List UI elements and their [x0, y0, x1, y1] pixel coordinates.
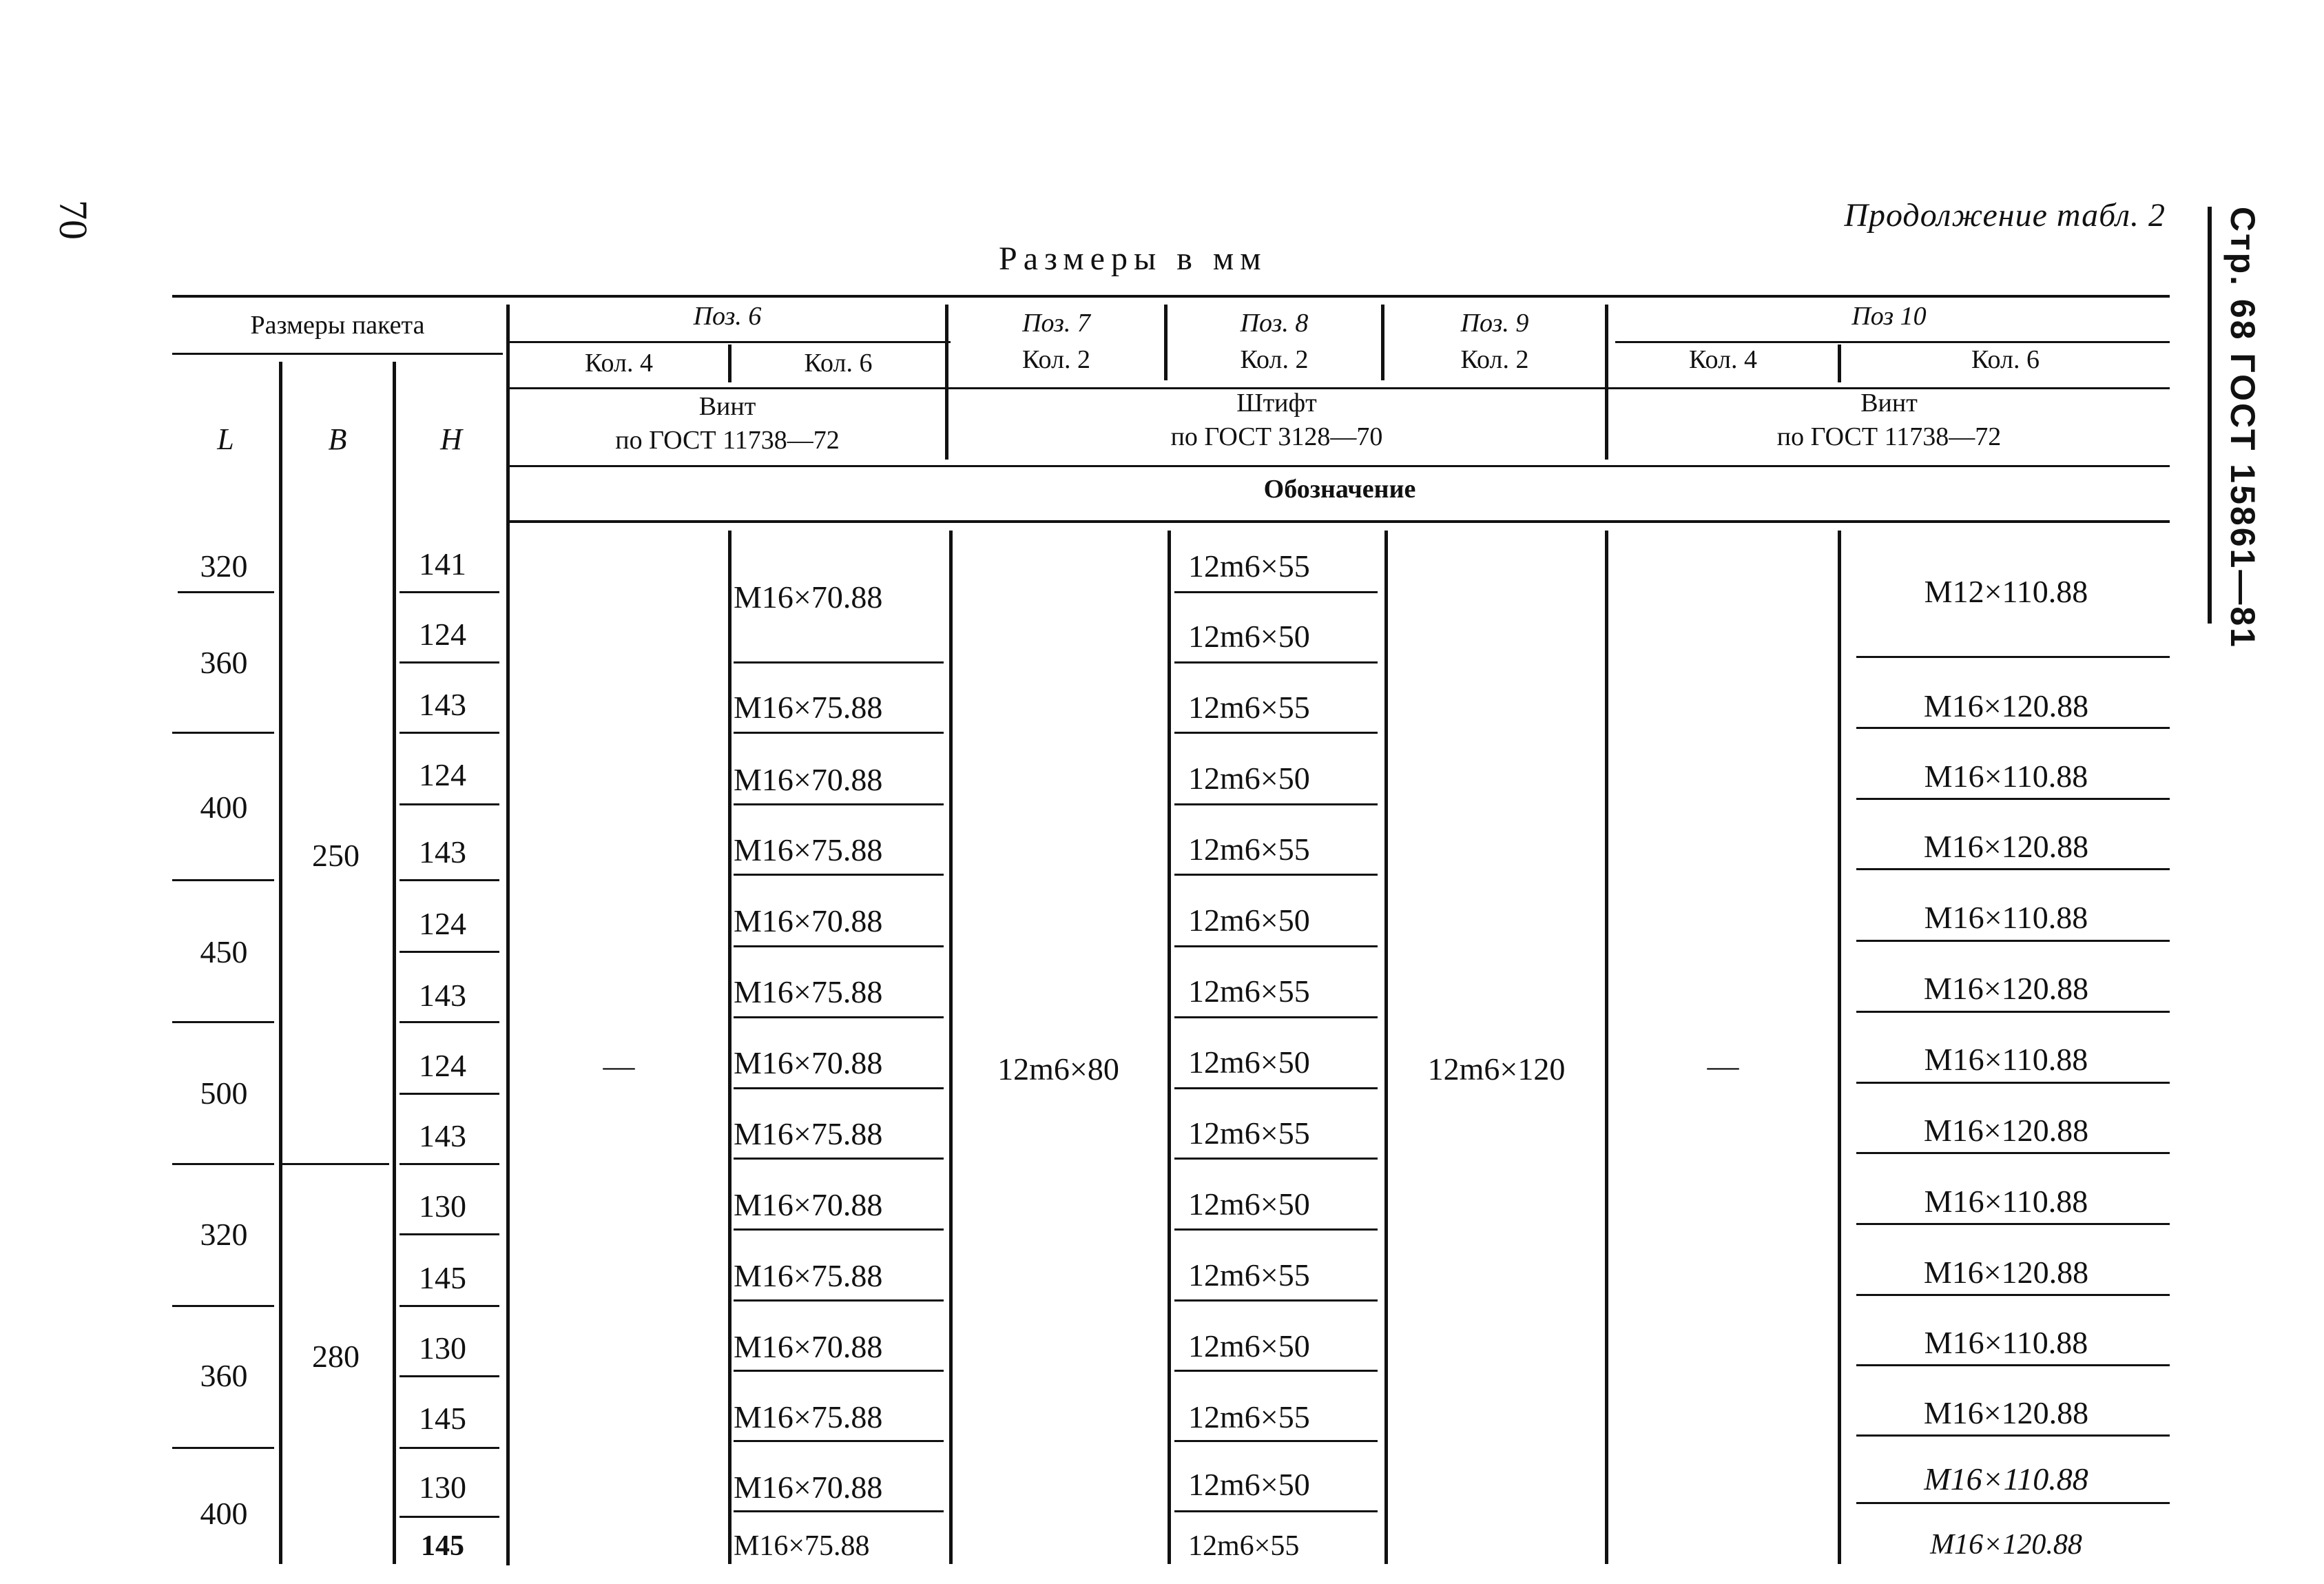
pos8-designation: 12m6×50: [1188, 1328, 1310, 1364]
pos6-row-rule: [734, 874, 944, 876]
pos8-row-rule: [1174, 1087, 1378, 1089]
B-value: 280: [312, 1339, 360, 1374]
pos9-header: Поз. 9: [1460, 309, 1529, 338]
pos10-designation: M16×120.88: [1923, 829, 2089, 864]
H-value: 130: [419, 1330, 466, 1366]
pos10-kol4-header: Кол. 4: [1689, 345, 1757, 374]
screw-standard-header: по ГОСТ 11738—72: [615, 426, 840, 455]
pos6-designation: M16×70.88: [734, 1187, 883, 1222]
H-row-rule: [400, 1447, 499, 1449]
pos6-designation: M16×70.88: [734, 579, 883, 615]
pos6-kol4-header: Кол. 4: [585, 349, 653, 378]
screw-standard-header: по ГОСТ 11738—72: [1776, 422, 2002, 451]
H-value: 143: [419, 1118, 466, 1153]
pos6-designation: M16×70.88: [734, 1329, 883, 1364]
L-header: L: [217, 422, 234, 456]
pos10-kol4-value: —: [1707, 1048, 1739, 1083]
column-divider: [393, 362, 396, 1564]
pos6-header: Поз. 6: [693, 302, 762, 331]
pos10-designation: M16×120.88: [1923, 1255, 2089, 1290]
H-row-rule: [400, 1305, 499, 1307]
pos10-row-rule: [1856, 1502, 2170, 1504]
L-value: 500: [200, 1076, 248, 1111]
pos6-row-rule: [734, 1299, 944, 1302]
pos6-row-rule: [734, 1087, 944, 1089]
L-value: 400: [200, 1496, 248, 1531]
pos6-designation: M16×75.88: [734, 1399, 883, 1434]
pos10-row-rule: [1856, 727, 2170, 729]
pos10-designation: M16×120.88: [1923, 688, 2089, 723]
pos6-row-rule: [734, 661, 944, 664]
header-rule: [510, 465, 2170, 467]
pos9-kol-header: Кол. 2: [1460, 345, 1529, 374]
pos10-designation: M16×120.88: [1923, 971, 2089, 1006]
H-row-rule: [400, 951, 499, 953]
H-row-rule: [400, 1375, 499, 1377]
pos10-designation: M16×110.88: [1924, 900, 2088, 935]
pos6-designation: M16×75.88: [734, 690, 883, 725]
H-row-rule: [400, 1093, 499, 1095]
H-value: 143: [419, 978, 466, 1013]
pos10-designation: M16×110.88: [1924, 759, 2088, 794]
pos8-designation: 12m6×50: [1188, 1467, 1310, 1502]
pos10-row-rule: [1856, 940, 2170, 942]
pos6-row-rule: [734, 1440, 944, 1442]
pos6-designation: M16×75.88: [734, 1258, 883, 1293]
H-row-rule: [400, 661, 499, 664]
H-row-rule: [400, 879, 499, 881]
pos8-designation: 12m6×55: [1188, 1399, 1310, 1434]
pos8-row-rule: [1174, 732, 1378, 734]
pos8-kol-header: Кол. 2: [1240, 345, 1309, 374]
pos7-kol-header: Кол. 2: [1022, 345, 1090, 374]
H-value: 143: [419, 687, 466, 722]
header-rule: [172, 353, 503, 355]
L-value: 360: [200, 1358, 248, 1393]
L-value: 450: [200, 934, 248, 969]
H-value: 145: [419, 1401, 466, 1436]
pos8-designation: 12m6×50: [1188, 761, 1310, 796]
pos10-designation: M16×110.88: [1924, 1461, 2088, 1496]
column-divider: [1838, 531, 1841, 1564]
pos8-header: Поз. 8: [1240, 309, 1309, 338]
packet-size-header: Размеры пакета: [250, 311, 425, 340]
pos8-designation: 12m6×50: [1188, 619, 1310, 654]
H-value: 143: [419, 834, 466, 870]
H-row-rule: [400, 1163, 499, 1165]
column-divider: [949, 531, 953, 1564]
pin-standard-header: по ГОСТ 3128—70: [1170, 422, 1383, 451]
pos10-kol6-header: Кол. 6: [1971, 345, 2040, 374]
pos10-row-rule: [1856, 1364, 2170, 1366]
pos7-header: Поз. 7: [1022, 309, 1090, 338]
H-row-rule: [400, 803, 499, 805]
H-value: 124: [419, 617, 466, 652]
H-row-rule: [400, 591, 499, 593]
column-divider: [279, 362, 282, 1564]
pos10-row-rule: [1856, 1294, 2170, 1296]
pos7-value: 12m6×80: [997, 1051, 1119, 1087]
H-value: 141: [419, 546, 466, 582]
H-value: 124: [419, 906, 466, 941]
H-row-rule: [400, 1516, 499, 1518]
pos8-designation: 12m6×55: [1188, 832, 1310, 867]
pos8-designation: 12m6×50: [1188, 1045, 1310, 1080]
pos10-designation: M12×110.88: [1924, 574, 2088, 609]
L-group-rule: [172, 1447, 274, 1449]
pos6-row-rule: [734, 1370, 944, 1372]
pos6-row-rule: [734, 732, 944, 734]
screw-header: Винт: [698, 392, 756, 421]
pos10-designation: M16×110.88: [1924, 1042, 2088, 1077]
column-divider: [728, 531, 732, 1564]
pos6-designation: M16×70.88: [734, 1045, 883, 1080]
pos6-row-rule: [734, 1016, 944, 1018]
pos10-designation: M16×110.88: [1924, 1184, 2088, 1219]
pos6-designation: M16×70.88: [734, 1470, 883, 1505]
pos8-row-rule: [1174, 945, 1378, 947]
pos8-row-rule: [1174, 1228, 1378, 1231]
B-header: B: [328, 422, 347, 456]
L-group-rule: [172, 879, 274, 881]
H-row-rule: [400, 1233, 499, 1235]
H-row-rule: [400, 1021, 499, 1023]
pos6-row-rule: [734, 1158, 944, 1160]
pos6-row-rule: [734, 945, 944, 947]
pos6-row-rule: [734, 1510, 944, 1512]
pos8-row-rule: [1174, 803, 1378, 805]
H-value: 145: [419, 1260, 466, 1295]
pos8-designation: 12m6×55: [1188, 974, 1310, 1009]
column-divider: [1384, 531, 1388, 1564]
pos10-row-rule: [1856, 1011, 2170, 1013]
pos8-designation: 12m6×55: [1188, 548, 1310, 584]
L-group-rule: [172, 1163, 274, 1165]
pos8-designation: 12m6×55: [1188, 690, 1310, 725]
pos10-designation: M16×110.88: [1924, 1325, 2088, 1360]
pin-header: Штифт: [1236, 389, 1317, 418]
pos8-row-rule: [1174, 1158, 1378, 1160]
pos6-row-rule: [734, 1228, 944, 1231]
pos8-designation: 12m6×55: [1188, 1115, 1310, 1151]
B-group-rule: [282, 1163, 389, 1165]
pos8-row-rule: [1174, 874, 1378, 876]
pos10-header: Поз 10: [1851, 302, 1927, 331]
pos10-row-rule: [1856, 656, 2170, 658]
header-rule: [510, 341, 951, 343]
pos6-designation: M16×70.88: [734, 762, 883, 797]
column-divider: [1168, 531, 1171, 1564]
pos8-designation: 12m6×55: [1188, 1530, 1300, 1562]
L-value: 320: [200, 548, 248, 584]
pos8-row-rule: [1174, 1510, 1378, 1512]
table-continuation-label: Продолжение табл. 2: [1844, 197, 2166, 234]
table-top-rule: [172, 295, 2170, 298]
pos10-row-rule: [1856, 1082, 2170, 1084]
pos6-designation: M16×75.88: [734, 1116, 883, 1151]
pos8-row-rule: [1174, 1299, 1378, 1302]
pos6-kol4-value: —: [603, 1048, 635, 1083]
H-value: 124: [419, 1048, 466, 1083]
pos8-row-rule: [1174, 661, 1378, 664]
L-value: 400: [200, 790, 248, 825]
H-value: 130: [419, 1189, 466, 1224]
pos8-row-rule: [1174, 1370, 1378, 1372]
pos6-designation: M16×70.88: [734, 903, 883, 938]
header-rule: [1615, 341, 2170, 343]
H-header: H: [440, 422, 462, 456]
pos8-row-rule: [1174, 1440, 1378, 1442]
B-value: 250: [312, 838, 360, 873]
L-group-rule: [172, 732, 274, 734]
L-group-rule: [178, 591, 274, 593]
pos10-row-rule: [1856, 1152, 2170, 1154]
pos10-row-rule: [1856, 868, 2170, 870]
L-group-rule: [172, 1305, 274, 1307]
L-value: 360: [200, 645, 248, 680]
H-row-rule: [400, 732, 499, 734]
H-value: 130: [419, 1470, 466, 1505]
pos10-designation: M16×120.88: [1923, 1395, 2089, 1430]
pos6-designation: M16×75.88: [734, 832, 883, 867]
pos10-designation: M16×120.88: [1923, 1113, 2089, 1148]
pos10-row-rule: [1856, 1434, 2170, 1437]
pos8-row-rule: [1174, 591, 1378, 593]
page-number: 70: [51, 200, 96, 240]
pos10-designation: M16×120.88: [1930, 1529, 2082, 1561]
pos10-row-rule: [1856, 1223, 2170, 1225]
pos8-designation: 12m6×50: [1188, 903, 1310, 938]
pos6-designation: M16×75.88: [734, 1530, 870, 1562]
pos6-kol6-header: Кол. 6: [804, 349, 873, 378]
side-bar: [2208, 207, 2212, 624]
pos9-value: 12m6×120: [1427, 1051, 1566, 1087]
pos6-row-rule: [734, 803, 944, 805]
H-value: 124: [419, 757, 466, 792]
designation-header: Обозначение: [1263, 475, 1416, 504]
pos8-row-rule: [1174, 1016, 1378, 1018]
header-bottom-rule: [510, 520, 2170, 523]
units-caption: Размеры в мм: [999, 240, 1267, 277]
side-label: Стр. 68 ГОСТ 15861—81: [2223, 207, 2262, 649]
H-value: 145: [421, 1530, 464, 1562]
L-value: 320: [200, 1217, 248, 1252]
pos6-designation: M16×75.88: [734, 974, 883, 1009]
pos8-designation: 12m6×50: [1188, 1186, 1310, 1222]
pos10-row-rule: [1856, 798, 2170, 800]
L-group-rule: [172, 1021, 274, 1023]
screw-header: Винт: [1860, 389, 1918, 418]
pos8-designation: 12m6×55: [1188, 1257, 1310, 1293]
